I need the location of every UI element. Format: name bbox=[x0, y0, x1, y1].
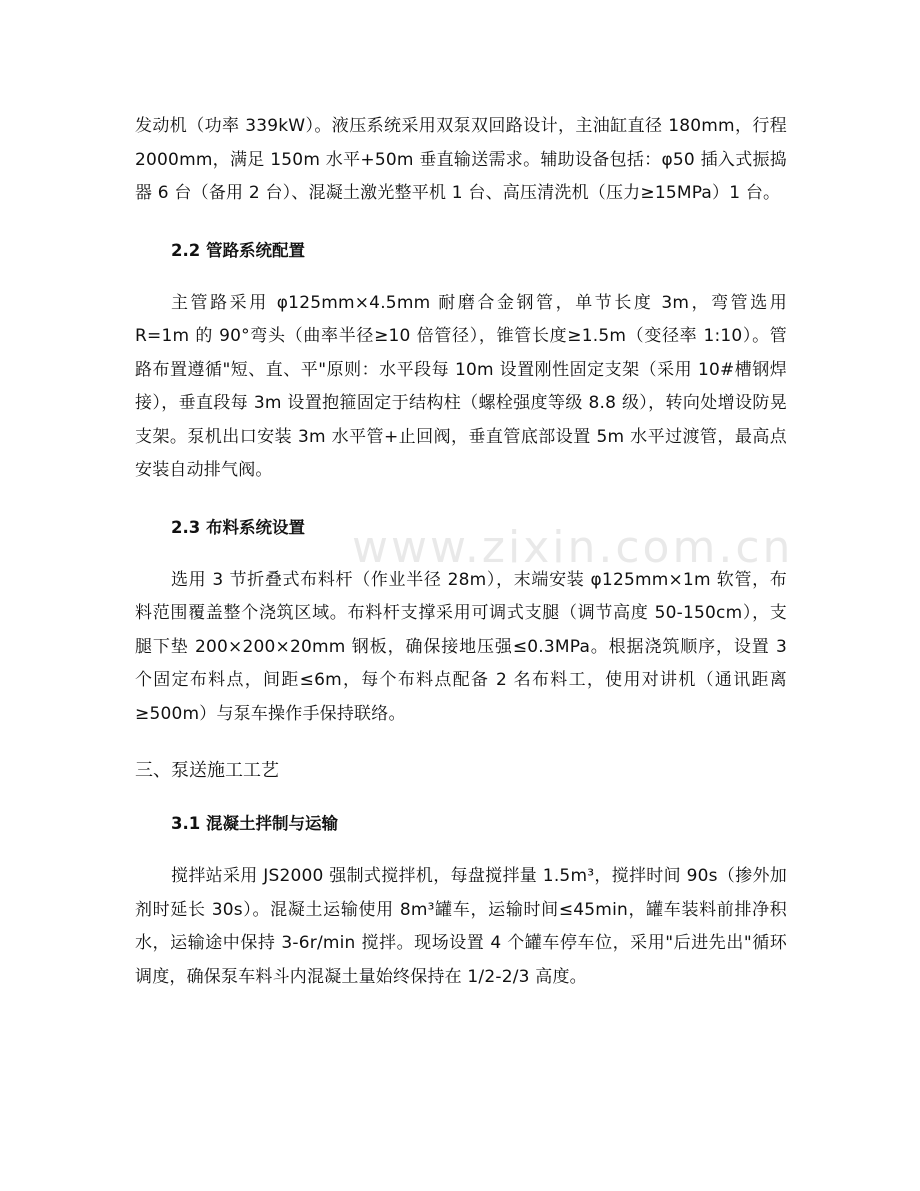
heading-3-1-mixing-transport: 3.1 混凝土拌制与运输 bbox=[171, 814, 338, 833]
heading-2-3-distribution-system: 2.3 布料系统设置 bbox=[171, 517, 305, 537]
paragraph-mixing-transport: 搅拌站采用 JS2000 强制式搅拌机，每盘搅拌量 1.5m³，搅拌时间 90s（掺外加剂时延长 30s）。混凝土运输使用 8m³罐车，运输时间≤45min，罐车装料前排净积水，运输途中保持 3-6r/min 搅拌。现场设置 4 个罐车停车位，采用"后进先出"循环调度，确保泵车料斗内混凝土量始终保持在 1/2-2/3 高度。 bbox=[135, 866, 787, 987]
paragraph-distribution-system: 选用 3 节折叠式布料杆（作业半径 28m），末端安装 φ125mm×1m 软管，布料范围覆盖整个浇筑区域。布料杆支撑采用可调式支腿（调节高度 50-150cm），支腿下垫 200×200×20mm 钢板，确保接地压强≤0.3MPa。根据浇筑顺序，设置 3 个固定布料点，间距≤6m，每个布料点配备 2 名布料工，使用对讲机（通讯距离≥500m）与泵车操作手保持联络。 bbox=[135, 569, 787, 724]
paragraph-pump-equipment-continued: 发动机（功率 339kW）。液压系统采用双泵双回路设计，主油缸直径 180mm，行程 2000mm，满足 150m 水平+50m 垂直输送需求。辅助设备包括：φ50 插入式振捣器 6 台（备用 2 台）、混凝土激光整平机 1 台、高压清洗机（压力≥15MPa）1 台。 bbox=[135, 116, 787, 203]
heading-section-3-pumping-process: 三、泵送施工工艺 bbox=[135, 760, 279, 781]
paragraph-pipeline-config: 主管路采用 φ125mm×4.5mm 耐磨合金钢管，单节长度 3m，弯管选用 R=1m 的 90°弯头（曲率半径≥10 倍管径），锥管长度≥1.5m（变径率 1:10）。管路布置遵循"短、直、平"原则：水平段每 10m 设置刚性固定支架（采用 10#槽钢焊接），垂直段每 3m 设置抱箍固定于结构柱（螺栓强度等级 8.8 级），转向处增设防晃支架。泵机出口安装 3m 水平管+止回阀，垂直管底部设置 5m 水平过渡管，最高点安装自动排气阀。 bbox=[135, 292, 787, 480]
watermark: www.zixin.com.cn bbox=[352, 522, 794, 573]
document-body bbox=[135, 110, 787, 994]
heading-2-2-pipeline-config: 2.2 管路系统配置 bbox=[171, 240, 305, 260]
